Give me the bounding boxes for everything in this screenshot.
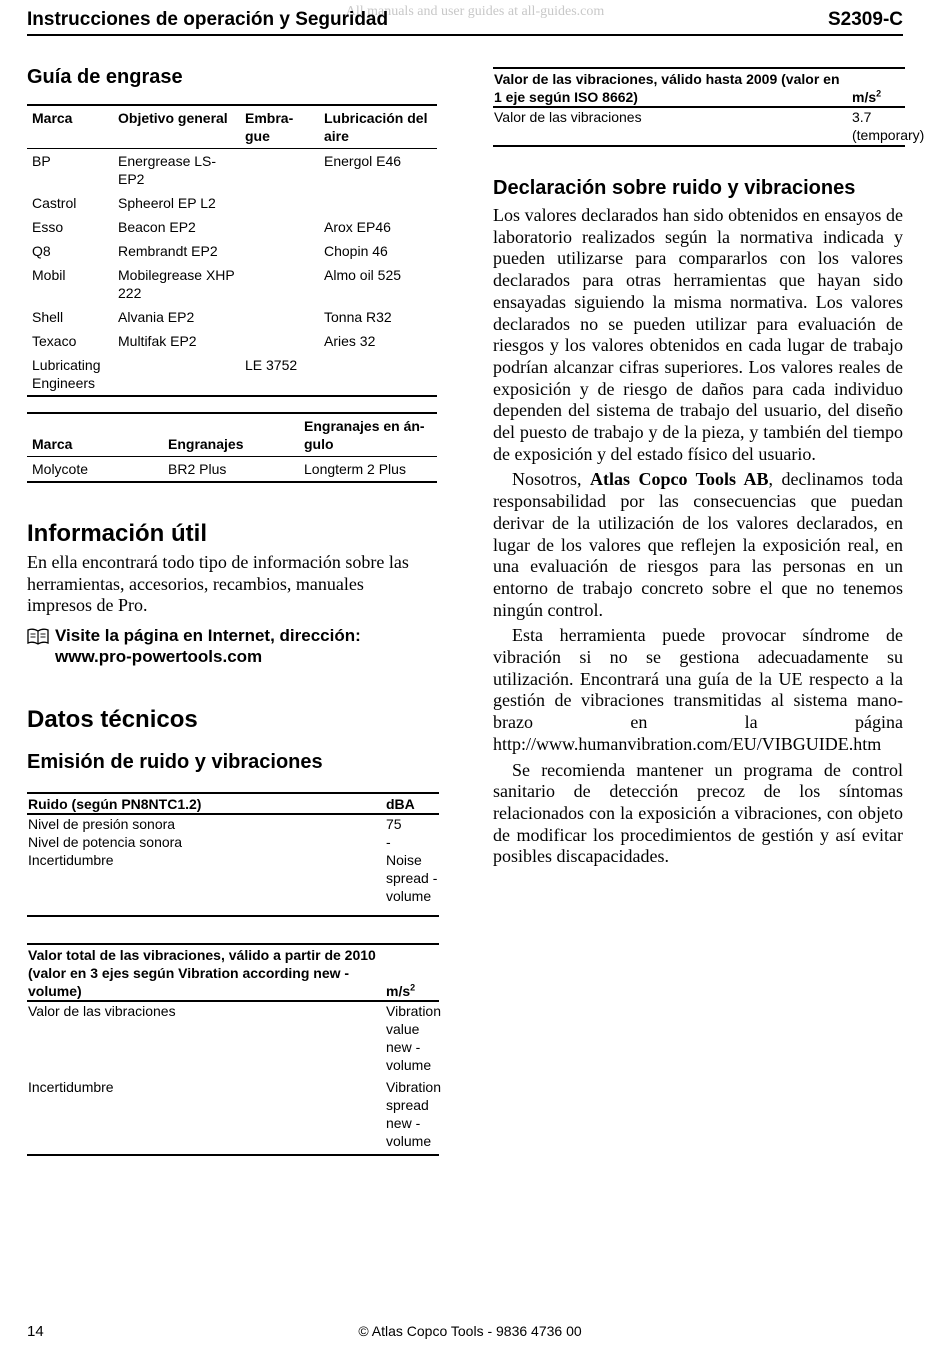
vibration-2009-col-unit: $m/s^2$ bbox=[851, 68, 905, 107]
lubrication-brand: BP bbox=[32, 153, 51, 169]
lubrication-brand: Texaco bbox=[32, 333, 77, 349]
emission-subheading: Emisión de ruido y vibraciones bbox=[27, 751, 323, 773]
document-code: S2309-C bbox=[828, 9, 903, 30]
table-row bbox=[27, 851, 439, 916]
header-divider bbox=[27, 34, 903, 36]
table-row bbox=[27, 1001, 439, 1078]
noise-value: - bbox=[386, 834, 391, 850]
vibration-value: Vibration spread new - volume bbox=[385, 1078, 439, 1155]
lubrication-clutch bbox=[240, 329, 319, 353]
lubrication-air: Energol E46 bbox=[324, 153, 402, 169]
lubrication-clutch bbox=[240, 149, 319, 192]
lubrication-air bbox=[319, 191, 437, 215]
vibration-value: 3.7 (temporary) bbox=[851, 107, 905, 146]
lubrication-air: Chopin 46 bbox=[324, 243, 388, 259]
gears-col-brand: Marca bbox=[27, 413, 163, 457]
footer-copyright: © Atlas Copco Tools - 9836 4736 00 bbox=[358, 1323, 582, 1339]
table-row bbox=[27, 329, 437, 353]
table-row bbox=[27, 149, 437, 192]
vibration-total-col-label: Valor total de las vibraciones, válido a partir de 2010 (valor en 3 ejes según Vibration according new - volume) bbox=[27, 944, 385, 1001]
lubrication-air: Tonna R32 bbox=[324, 309, 392, 325]
gears-table bbox=[27, 412, 437, 483]
tech-heading: Datos técnicos bbox=[27, 706, 198, 733]
lubrication-clutch bbox=[240, 305, 319, 329]
lubrication-general: Alvania EP2 bbox=[118, 309, 195, 325]
table-row bbox=[27, 1078, 439, 1155]
lubrication-general: Energrease LS-EP2 bbox=[118, 153, 217, 187]
lubrication-brand: Shell bbox=[32, 309, 64, 325]
useful-heading: Información útil bbox=[27, 520, 207, 547]
lubrication-brand: Q8 bbox=[32, 243, 51, 259]
table-row bbox=[27, 353, 437, 396]
table-row bbox=[27, 239, 437, 263]
table-row bbox=[27, 215, 437, 239]
lubrication-general: Mobilegrease XHP 222 bbox=[118, 267, 235, 301]
lubrication-general: Rembrandt EP2 bbox=[118, 243, 218, 259]
table-row bbox=[27, 457, 437, 483]
lubrication-col-brand: Marca bbox=[27, 105, 113, 149]
lubrication-clutch bbox=[240, 215, 319, 239]
lubrication-general: Beacon EP2 bbox=[118, 219, 196, 235]
vibration-total-col-unit: $m/s^2$ bbox=[385, 944, 439, 1001]
noise-label: Nivel de potencia sonora bbox=[28, 834, 183, 850]
table-row bbox=[27, 305, 437, 329]
website-link[interactable]: www.pro-powertools.com bbox=[55, 647, 263, 666]
useful-text: En ella encontrará todo tipo de información sobre las herramientas, accesorios, recambios, manuales impresos de Pro. bbox=[27, 552, 409, 616]
noise-value: Noise spread - volume bbox=[385, 851, 439, 916]
lubrication-air: Aries 32 bbox=[324, 333, 376, 349]
noise-label: Incertidumbre bbox=[27, 851, 385, 916]
lubrication-brand: Castrol bbox=[32, 195, 77, 211]
lubrication-brand: Mobil bbox=[32, 267, 66, 283]
lubrication-brand: Lubricating Engineers bbox=[27, 353, 113, 396]
lubrication-col-general: Objetivo general bbox=[113, 105, 240, 149]
book-icon bbox=[27, 627, 49, 645]
lubrication-col-air: Lubricación del aire bbox=[319, 105, 437, 149]
gears-col-gears: Engranajes bbox=[163, 413, 299, 457]
lubrication-col-clutch: Embra-gue bbox=[240, 105, 319, 149]
lubrication-clutch bbox=[240, 191, 319, 215]
noise-col-label: Ruido (según PN8NTC1.2) bbox=[27, 793, 385, 814]
vibration-warning-paragraph: Esta herramienta puede provocar síndrome de vibración si no se gestiona adecuadamente su utilización. Encontrará una guía de la UE respecto a la gestión de vibraciones transmitidas al sistema mano-brazo en la página http://www.humanvibration.com/EU/VIBGUIDE.htm bbox=[493, 625, 903, 754]
health-program-paragraph: Se recomienda mantener un programa de control sanitario de detección precoz de los síntomas relacionados con la exposición a vibraciones, con objeto de modificar los procedimientos de gestión y así evitar posibles discapacidades. bbox=[493, 759, 903, 867]
gears-angle-product: Longterm 2 Plus bbox=[299, 457, 437, 483]
visit-website bbox=[27, 625, 427, 667]
gears-brand: Molycote bbox=[27, 457, 163, 483]
lubrication-air bbox=[319, 353, 437, 396]
declaration-body bbox=[493, 205, 903, 872]
vibration-2009-table bbox=[493, 67, 925, 147]
lubrication-brand: Esso bbox=[32, 219, 64, 235]
lubrication-table bbox=[27, 104, 437, 397]
lubrication-clutch: LE 3752 bbox=[240, 353, 319, 396]
lubrication-air: Almo oil 525 bbox=[324, 267, 402, 283]
table-row bbox=[27, 833, 439, 851]
declaration-heading: Declaración sobre ruido y vibraciones bbox=[493, 177, 856, 199]
lubrication-air: Arox EP46 bbox=[324, 219, 391, 235]
company-name: Atlas Copco Tools AB bbox=[590, 469, 769, 490]
table-row bbox=[27, 191, 437, 215]
table-row bbox=[493, 107, 905, 146]
vibration-label: Valor de las vibraciones bbox=[28, 1003, 176, 1019]
gears-product: BR2 Plus bbox=[163, 457, 299, 483]
vibration-label: Valor de las vibraciones bbox=[493, 107, 851, 146]
page-number: 14 bbox=[27, 1323, 44, 1340]
lubrication-heading: Guía de engrase bbox=[27, 66, 183, 88]
header-title: Instrucciones de operación y Seguridad bbox=[27, 9, 389, 30]
table-row bbox=[27, 814, 439, 833]
declaration-paragraph: Los valores declarados han sido obtenidos en ensayos de laboratorio realizados según la normativa indicada y pueden utilizarse para compararlos con los valores declarados para otras herramientas que hayan sido ensayadas siguiendo la misma normativa. Los valores declarados no se pueden utilizar para evaluación de riesgos y los valores obtenidos en cada lugar de trabajo podrían alcanzar cifras superiores. Los valores reales de exposición y de riesgo de daños para cada individuo dependen del sistema de trabajo del usuario, del diseño del puesto de trabajo y de la pieza, y también del tiempo de exposición y del estado físico del usuario. bbox=[493, 205, 903, 464]
lubrication-general: Spheerol EP L2 bbox=[118, 195, 216, 211]
gears-col-angle: Engranajes en án-gulo bbox=[299, 413, 437, 457]
disclaimer-paragraph: Nosotros, Atlas Copco Tools AB, declinamos toda responsabilidad por las consecuencias que puedan derivar de la utilización de los valores declarados, en lugar de los valores que reflejen la exposición real, en una evaluación de riesgos para las personas en un entorno de trabajo concreto sobre el que no tenemos ningún control. bbox=[493, 469, 903, 620]
noise-label: Nivel de presión sonora bbox=[28, 816, 176, 832]
vibration-value: Vibration value new - volume bbox=[386, 1003, 442, 1073]
watermark-text: All manuals and user guides at all-guides.com bbox=[345, 4, 605, 19]
noise-table bbox=[27, 792, 439, 917]
lubrication-clutch bbox=[240, 263, 319, 305]
lubrication-general: Multifak EP2 bbox=[118, 333, 197, 349]
vibration-label: Incertidumbre bbox=[27, 1078, 385, 1155]
vibration-2009-col-label: Valor de las vibraciones, válido hasta 2009 (valor en 1 eje según ISO 8662) bbox=[493, 68, 851, 107]
visit-label: Visite la página en Internet, dirección: bbox=[55, 626, 361, 645]
lubrication-general bbox=[113, 353, 240, 396]
noise-col-unit: dBA bbox=[385, 793, 439, 814]
lubrication-clutch bbox=[240, 239, 319, 263]
noise-value: 75 bbox=[386, 816, 402, 832]
table-row bbox=[27, 263, 437, 305]
vibration-total-table bbox=[27, 943, 442, 1156]
